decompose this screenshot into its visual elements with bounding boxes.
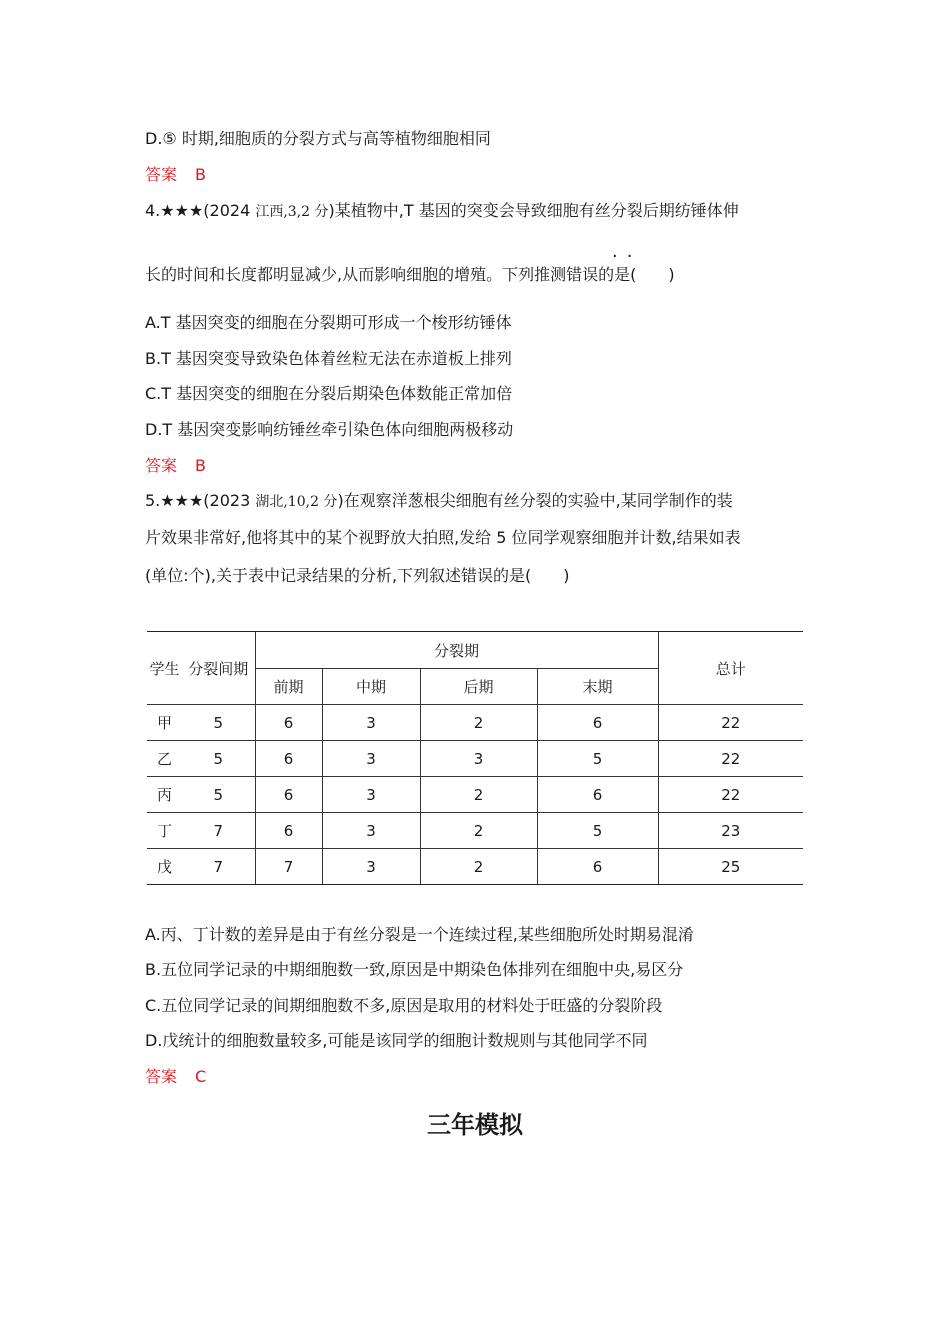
answer-value: C: [195, 1067, 207, 1086]
q4-option-c: C.T 基因突变的细胞在分裂后期染色体数能正常加倍: [145, 384, 513, 403]
answer-label: 答案: [145, 456, 178, 475]
q4-stem-line2: 长的时间和长度都明显减少,从而影响细胞的增殖。下列推测错误的是( ): [145, 265, 675, 284]
q5-option-a: A.丙、丁计数的差异是由于有丝分裂是一个连续过程,某些细胞所处时期易混淆: [145, 925, 694, 944]
header-mitosis: 分裂期: [255, 632, 658, 669]
cell-metaphase: 3: [322, 813, 420, 849]
q5-stem-line3: (单位:个),关于表中记录结果的分析,下列叙述错误的是( ): [145, 566, 570, 585]
q5-option-c: C.五位同学记录的间期细胞数不多,原因是取用的材料处于旺盛的分裂阶段: [145, 996, 663, 1015]
cell-prophase: 6: [255, 741, 322, 777]
header-interphase: 分裂间期: [182, 632, 255, 705]
cell-prophase: 7: [255, 849, 322, 885]
q4-option-b: B.T 基因突变导致染色体着丝粒无法在赤道板上排列: [145, 349, 512, 368]
q4-stem-line1: [145, 198, 739, 221]
cell-total: 22: [658, 741, 803, 777]
q5-stem-line2: 片效果非常好,他将其中的某个视野放大拍照,发给 5 位同学观察细胞并计数,结果如表: [145, 528, 741, 547]
cell-telophase: 6: [537, 777, 658, 813]
q4-stem-tail: )某植物中,T 基因的突变会导致细胞有丝分裂后期纺锤体伸: [328, 201, 739, 220]
header-prophase: 前期: [255, 669, 322, 705]
header-anaphase: 后期: [420, 669, 537, 705]
cell-student: 戊: [147, 849, 182, 885]
cell-student: 甲: [147, 705, 182, 741]
q4-prefix: 4.★★★(2024: [145, 201, 251, 220]
cell-anaphase: 2: [420, 705, 537, 741]
cell-telophase: 6: [537, 849, 658, 885]
q4-source: 江西,3,2 分: [255, 204, 329, 220]
q3-answer: [145, 162, 206, 185]
cell-student: 丁: [147, 813, 182, 849]
q5-stem-tail: )在观察洋葱根尖细胞有丝分裂的实验中,某同学制作的装: [337, 491, 733, 510]
cell-metaphase: 3: [322, 741, 420, 777]
table-row: [147, 813, 803, 849]
cell-total: 25: [658, 849, 803, 885]
table-row: [147, 705, 803, 741]
cell-prophase: 6: [255, 705, 322, 741]
header-total: 总计: [658, 632, 803, 705]
table-row: [147, 849, 803, 885]
header-telophase: 末期: [537, 669, 658, 705]
cell-anaphase: 3: [420, 741, 537, 777]
q5-option-d: D.戊统计的细胞数量较多,可能是该同学的细胞计数规则与其他同学不同: [145, 1031, 648, 1050]
cell-metaphase: 3: [322, 849, 420, 885]
answer-label: 答案: [145, 165, 178, 184]
cell-interphase: 5: [182, 777, 255, 813]
table-row: [147, 777, 803, 813]
cell-metaphase: 3: [322, 705, 420, 741]
cell-telophase: 5: [537, 813, 658, 849]
q5-option-b: B.五位同学记录的中期细胞数一致,原因是中期染色体排列在细胞中央,易区分: [145, 960, 684, 979]
emphasis-dots: ··: [612, 246, 642, 267]
cell-total: 23: [658, 813, 803, 849]
section-title: 三年模拟: [427, 1111, 523, 1139]
q5-answer: [145, 1064, 206, 1087]
q5-source: 湖北,10,2 分: [255, 494, 338, 510]
cell-total: 22: [658, 705, 803, 741]
cell-count-table: [147, 631, 803, 885]
cell-telophase: 5: [537, 741, 658, 777]
answer-label: 答案: [145, 1067, 178, 1086]
cell-student: 丙: [147, 777, 182, 813]
table-row: [147, 741, 803, 777]
answer-value: B: [195, 165, 206, 184]
q5-prefix: 5.★★★(2023: [145, 491, 251, 510]
q5-stem-line1: [145, 488, 733, 511]
q4-option-a: A.T 基因突变的细胞在分裂期可形成一个梭形纺锤体: [145, 313, 512, 332]
cell-telophase: 6: [537, 705, 658, 741]
cell-anaphase: 2: [420, 849, 537, 885]
q4-answer: [145, 453, 206, 476]
header-student: 学生: [147, 632, 182, 705]
cell-anaphase: 2: [420, 777, 537, 813]
answer-value: B: [195, 456, 206, 475]
header-metaphase: 中期: [322, 669, 420, 705]
cell-interphase: 7: [182, 849, 255, 885]
cell-interphase: 5: [182, 705, 255, 741]
cell-metaphase: 3: [322, 777, 420, 813]
cell-interphase: 5: [182, 741, 255, 777]
cell-anaphase: 2: [420, 813, 537, 849]
q4-option-d: D.T 基因突变影响纺锤丝牵引染色体向细胞两极移动: [145, 420, 514, 439]
cell-interphase: 7: [182, 813, 255, 849]
cell-total: 22: [658, 777, 803, 813]
cell-student: 乙: [147, 741, 182, 777]
q3-option-d: D.⑤ 时期,细胞质的分裂方式与高等植物细胞相同: [145, 129, 491, 148]
cell-prophase: 6: [255, 777, 322, 813]
cell-prophase: 6: [255, 813, 322, 849]
